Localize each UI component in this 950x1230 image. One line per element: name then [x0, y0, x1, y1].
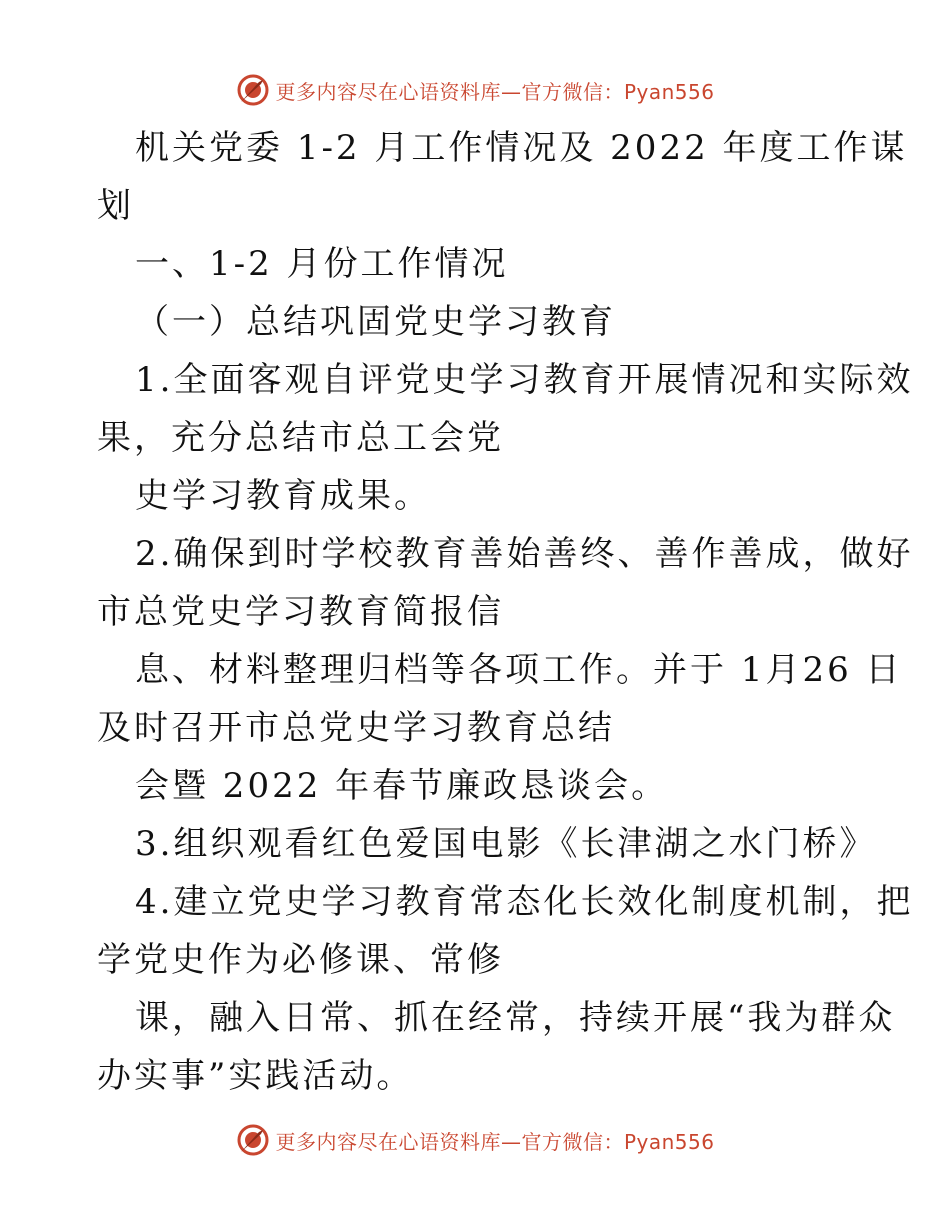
paragraph-line: 1.全面客观自评党史学习教育开展情况和实际效 [135, 360, 914, 400]
quill-seal-logo-icon [235, 1122, 271, 1158]
footer-watermark [0, 1120, 950, 1160]
header-watermark [0, 70, 950, 110]
watermark-text: 更多内容尽在心语资料库—官方微信：Pyan556 [275, 1129, 715, 1154]
quill-seal-logo-icon [235, 72, 271, 108]
paragraph-line: 课，融入日常、抓在经常，持续开展“我为群众 [135, 998, 896, 1038]
document-title-line-1: 机关党委 1-2 月工作情况及 2022 年度工作谋 [135, 128, 908, 168]
paragraph-line: 市总党史学习教育简报信 [97, 592, 504, 632]
watermark-text: 更多内容尽在心语资料库—官方微信：Pyan556 [275, 79, 715, 104]
paragraph-line: 4.建立党史学习教育常态化长效化制度机制，把 [135, 882, 914, 922]
paragraph-line: 及时召开市总党史学习教育总结 [97, 708, 615, 748]
paragraph-line: 会暨 2022 年春节廉政恳谈会。 [135, 766, 669, 806]
section-heading: 一、1-2 月份工作情况 [135, 244, 509, 284]
subsection-heading: （一）总结巩固党史学习教育 [135, 302, 616, 342]
paragraph-line: 学党史作为必修课、常修 [97, 940, 504, 980]
paragraph-line: 果，充分总结市总工会党 [97, 418, 504, 458]
paragraph-line: 3.组织观看红色爱国电影《长津湖之水门桥》 [135, 824, 877, 864]
paragraph-line: 办实事”实践活动。 [97, 1056, 414, 1096]
paragraph-line: 2.确保到时学校教育善始善终、善作善成，做好 [135, 534, 914, 574]
paragraph-line: 息、材料整理归档等各项工作。并于 1月26 日 [135, 650, 903, 690]
paragraph-line: 史学习教育成果。 [135, 476, 431, 516]
document-title-line-2: 划 [97, 186, 134, 226]
